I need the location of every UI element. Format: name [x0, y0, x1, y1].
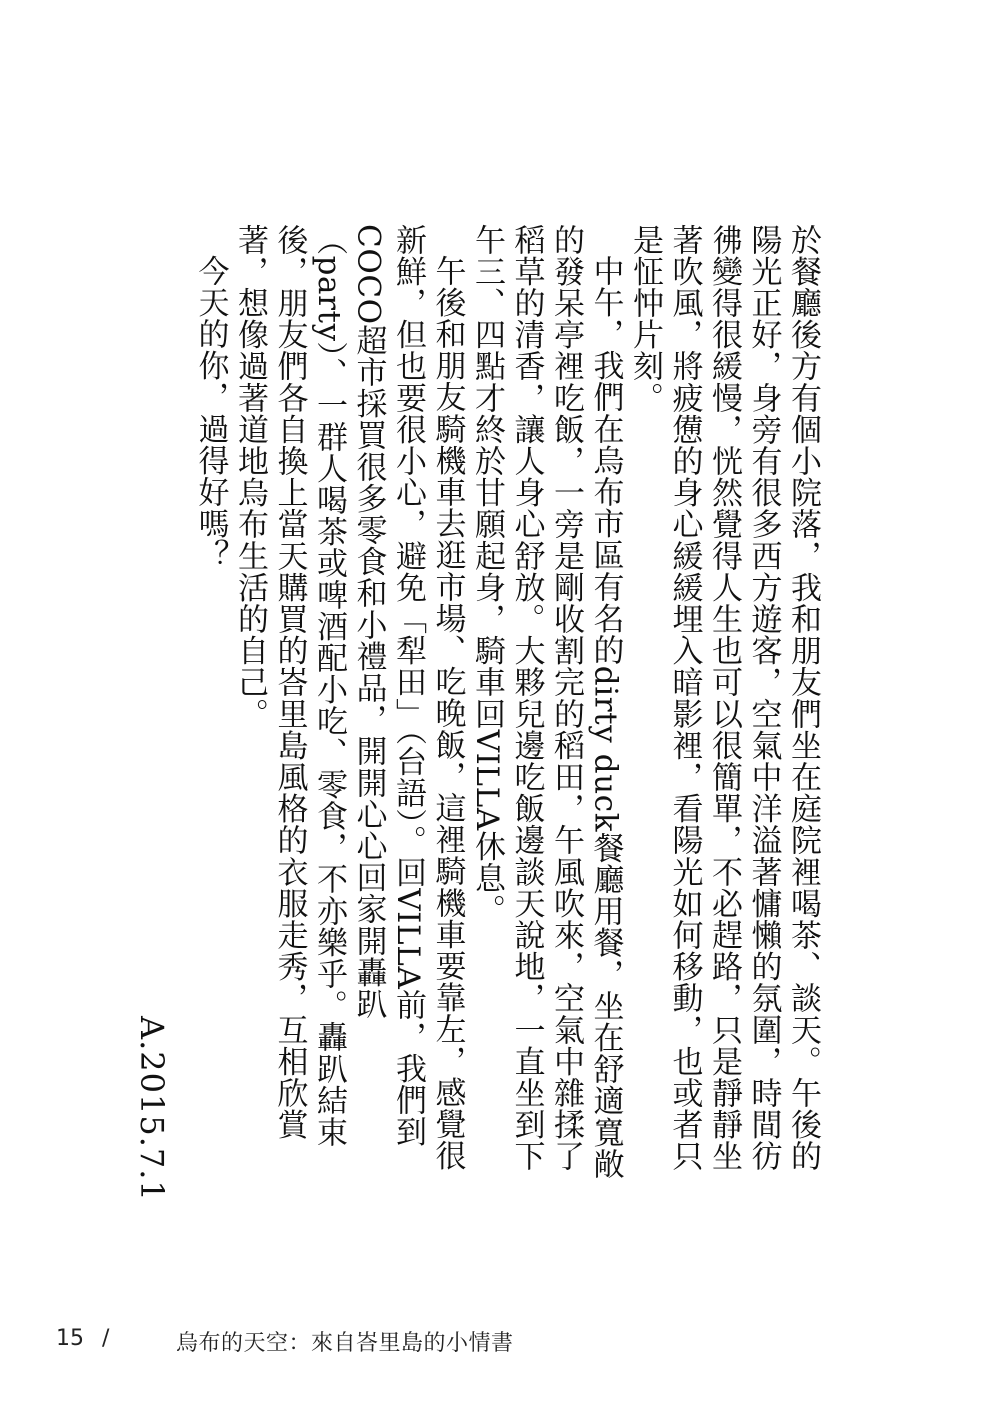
body-text	[182, 224, 822, 1184]
date-signature: A.2015.7.1	[133, 1016, 171, 1202]
footer-separator: /	[102, 1326, 110, 1351]
paragraph-4: 今天的你，過得好嗎？	[192, 255, 229, 571]
paragraph-3: 午後和朋友騎機車去逛市場、吃晚飯，這裡騎機車要靠左，感覺很新鮮，但也要很小心，避免「犁田」（台語）。回VILLA前，我們到COCO超市採買很多零食和小禮品，開開心心回家開轟趴（party）、一群人喝茶或啤酒配小吃、零食，不亦樂乎。轟趴結束後，朋友們各自換上當天購買的峇里島風格的衣服走秀，互相欣賞著，想像過著道地烏布生活的自己。	[232, 224, 466, 1172]
page-number: 15	[56, 1326, 84, 1351]
page-footer	[0, 1326, 1000, 1356]
paragraph-1: 於餐廳後方有個小院落，我和朋友們坐在庭院裡喝茶、談天。午後的陽光正好，身旁有很多西方遊客，空氣中洋溢著慵懶的氛圍，時間彷彿變得很緩慢，恍然覺得人生也可以很簡單，不必趕路，只是靜靜坐著吹風，將疲憊的身心緩緩埋入暗影裡，看陽光如何移動，也或者只是怔忡片刻。	[627, 224, 821, 1172]
book-title: 烏布的天空：來自峇里島的小情書	[176, 1331, 514, 1356]
paragraph-2: 中午，我們在烏布市區有名的dirty duck餐廳用餐，坐在舒適寬敞的發呆亭裡吃飯，一旁是剛收割完的稻田，午風吹來，空氣中雜揉了稻草的清香，讓人身心舒放。大夥兒邊吃飯邊談天說地，一直坐到下午三、四點才終於甘願起身，騎車回VILLA休息。	[469, 224, 624, 1180]
